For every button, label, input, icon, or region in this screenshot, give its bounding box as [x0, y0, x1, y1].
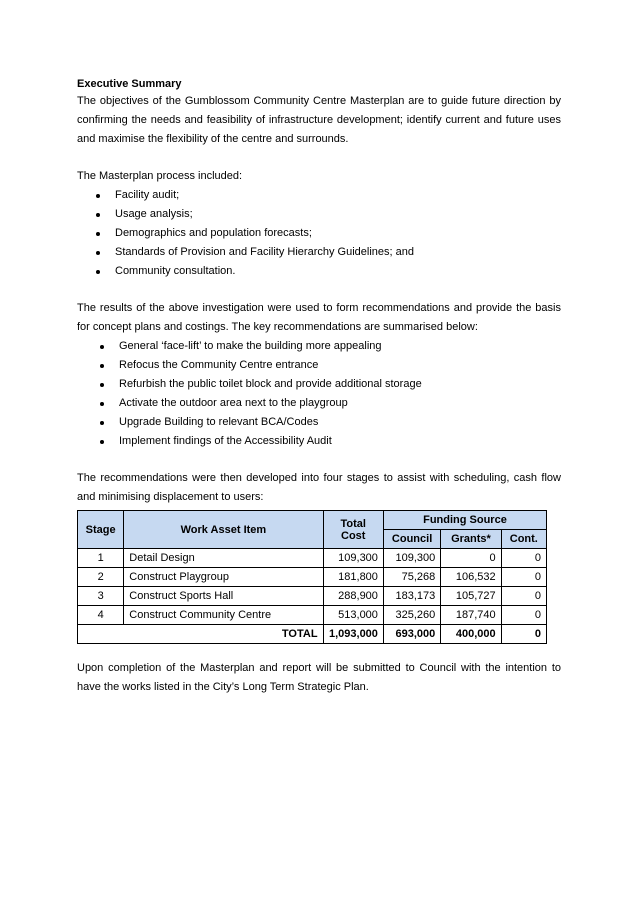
bullet-icon: [96, 232, 100, 236]
document-page: [77, 76, 561, 697]
cell-stage: 4: [78, 606, 124, 625]
cell-cont: 0: [501, 549, 546, 568]
intro-paragraph: The objectives of the Gumblossom Community Centre Masterplan are to guide future direction by confirming the needs and feasibility of infrastructure development; identify current and future uses and maximise the flexibility of the centre and surrounds.: [77, 95, 561, 145]
cell-item: Construct Community Centre: [124, 606, 323, 625]
table-row: [78, 587, 547, 606]
cell-total-label: TOTAL: [78, 625, 324, 644]
list-item: General ‘face-lift’ to make the building more appealing: [77, 337, 561, 356]
recommendations-list: [77, 337, 561, 451]
header-stage: Stage: [78, 511, 124, 549]
cell-cont: 0: [501, 606, 546, 625]
process-list: [77, 186, 561, 281]
table-total-row: [78, 625, 547, 644]
list-item: Activate the outdoor area next to the playgroup: [77, 394, 561, 413]
cell-total: 1,093,000: [323, 625, 383, 644]
cell-council: 693,000: [383, 625, 440, 644]
cell-stage: 1: [78, 549, 124, 568]
process-intro: The Masterplan process included:: [77, 170, 243, 182]
cell-item: Construct Sports Hall: [124, 587, 323, 606]
cell-total: 109,300: [323, 549, 383, 568]
header-grants: Grants*: [441, 530, 501, 549]
cell-item: Detail Design: [124, 549, 323, 568]
cell-council: 75,268: [383, 568, 440, 587]
list-item: Usage analysis;: [77, 205, 561, 224]
list-item: Upgrade Building to relevant BCA/Codes: [77, 413, 561, 432]
list-item: Standards of Provision and Facility Hierarchy Guidelines; and: [77, 243, 561, 262]
cell-stage: 3: [78, 587, 124, 606]
list-item: Refocus the Community Centre entrance: [77, 356, 561, 375]
section-heading: Executive Summary: [77, 78, 182, 90]
bullet-icon: [96, 251, 100, 255]
table-row: [78, 606, 547, 625]
cell-grants: 106,532: [441, 568, 501, 587]
cell-council: 325,260: [383, 606, 440, 625]
header-total-cost: Total Cost: [323, 511, 383, 549]
closing-paragraph: Upon completion of the Masterplan and report will be submitted to Council with the intention to have the works listed in the City’s Long Term Strategic Plan.: [77, 662, 561, 693]
results-paragraph: The results of the above investigation were used to form recommendations and provide the basis for concept plans and costings. The key recommendations are summarised below:: [77, 302, 561, 333]
bullet-icon: [100, 421, 104, 425]
bullet-icon: [96, 213, 100, 217]
list-item: Demographics and population forecasts;: [77, 224, 561, 243]
cell-stage: 2: [78, 568, 124, 587]
bullet-icon: [100, 402, 104, 406]
cell-grants: 187,740: [441, 606, 501, 625]
funding-table: [77, 510, 547, 644]
table-row: [78, 549, 547, 568]
cell-cont: 0: [501, 568, 546, 587]
list-item: Implement findings of the Accessibility Audit: [77, 432, 561, 451]
list-item: Refurbish the public toilet block and provide additional storage: [77, 375, 561, 394]
table-row: [78, 568, 547, 587]
bullet-icon: [100, 345, 104, 349]
cell-grants: 0: [441, 549, 501, 568]
cell-cont: 0: [501, 625, 546, 644]
list-item: Facility audit;: [77, 186, 561, 205]
list-item: Community consultation.: [77, 262, 561, 281]
cell-grants: 105,727: [441, 587, 501, 606]
header-work-asset-item: Work Asset Item: [124, 511, 323, 549]
cell-council: 183,173: [383, 587, 440, 606]
cell-council: 109,300: [383, 549, 440, 568]
stages-paragraph: The recommendations were then developed into four stages to assist with scheduling, cash flow and minimising displacement to users:: [77, 472, 561, 503]
header-council: Council: [383, 530, 440, 549]
bullet-icon: [96, 194, 100, 198]
bullet-icon: [100, 440, 104, 444]
header-funding-source: Funding Source: [383, 511, 546, 530]
bullet-icon: [100, 383, 104, 387]
bullet-icon: [100, 364, 104, 368]
cell-item: Construct Playgroup: [124, 568, 323, 587]
cell-total: 513,000: [323, 606, 383, 625]
bullet-icon: [96, 270, 100, 274]
header-cont: Cont.: [501, 530, 546, 549]
cell-total: 181,800: [323, 568, 383, 587]
cell-grants: 400,000: [441, 625, 501, 644]
cell-total: 288,900: [323, 587, 383, 606]
cell-cont: 0: [501, 587, 546, 606]
